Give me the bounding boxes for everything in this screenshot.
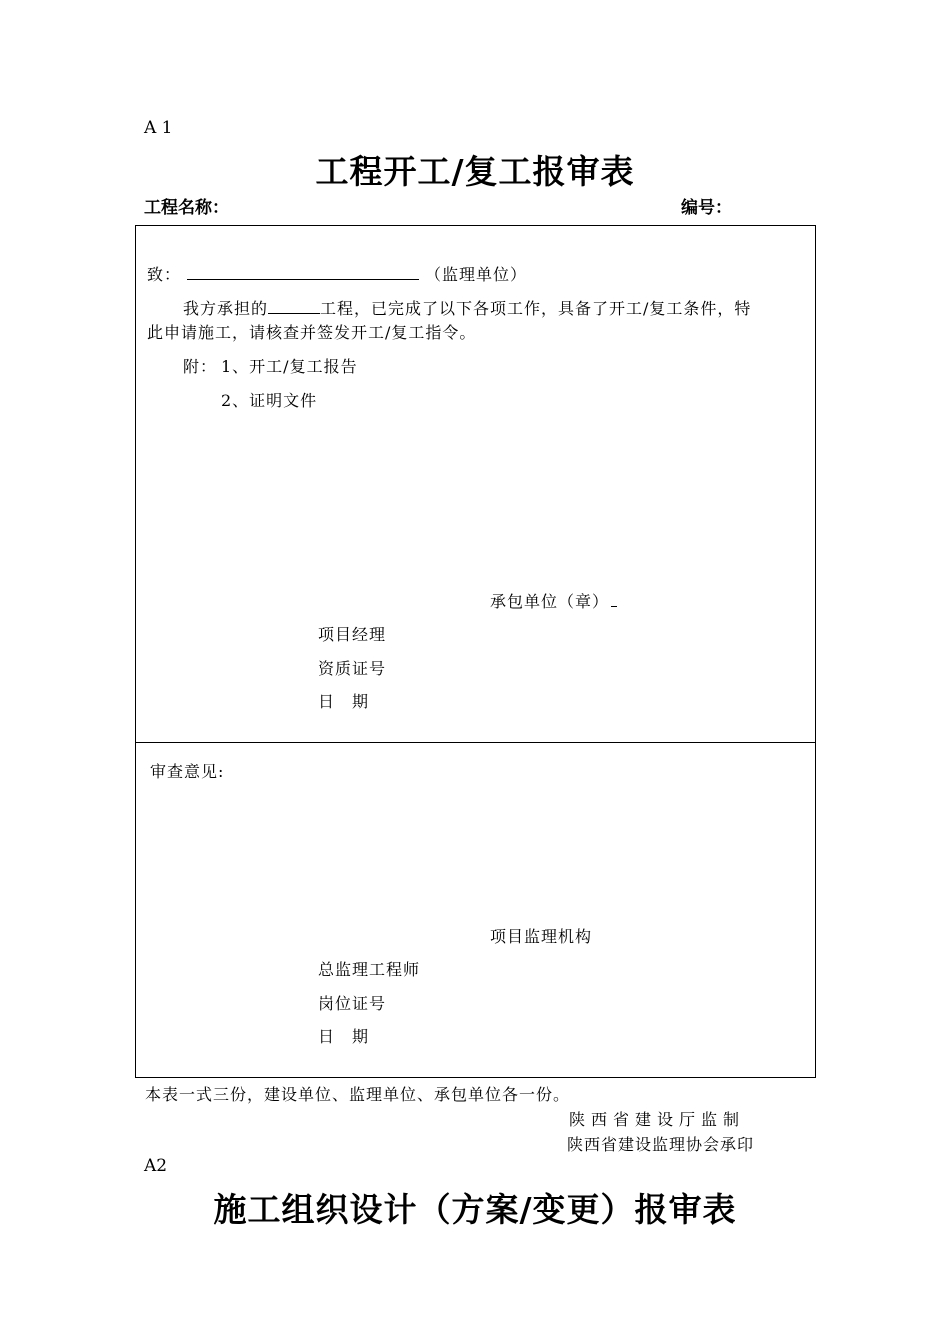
printer-note: 陕西省建设监理协会承印 (567, 1135, 755, 1154)
issuer-note: 陕西省建设厅监制 (569, 1110, 746, 1129)
project-blank[interactable] (268, 313, 320, 314)
supervision-unit-note: （监理单位） (425, 265, 528, 284)
body-line-1 (183, 296, 751, 319)
review-opinion-label: 审查意见: (150, 762, 225, 781)
form-code-a2: A2 (144, 1156, 168, 1176)
to-label: 致： (147, 265, 182, 284)
body-prefix: 我方承担的 (183, 299, 269, 318)
page-title: 工程开工/复工报审表 (315, 152, 635, 191)
body-suffix: 工程，已完成了以下各项工作，具备了开工/复工条件，特 (320, 299, 752, 318)
next-form-title: 施工组织设计（方案/变更）报审表 (213, 1190, 737, 1229)
supervision-org-label: 项目监理机构 (490, 927, 593, 946)
table-divider (135, 742, 815, 743)
copies-note: 本表一式三份，建设单位、监理单位、承包单位各一份。 (145, 1085, 571, 1104)
date-label: 日 期 (318, 692, 370, 711)
qualification-no-label: 资质证号 (318, 659, 387, 678)
contractor-seal-blank[interactable] (611, 606, 617, 607)
date-label-2: 日 期 (318, 1027, 370, 1046)
form-code-a1: A 1 (144, 118, 173, 138)
project-manager-label: 项目经理 (318, 625, 387, 644)
supervision-unit-blank[interactable] (187, 279, 419, 280)
attachments-label: 附： (183, 357, 218, 376)
contractor-seal-line (490, 589, 617, 612)
body-line-2: 此申请施工，请核查并签发开工/复工指令。 (147, 323, 477, 342)
number-label: 编号： (681, 198, 732, 218)
attachment-2: 2、证明文件 (221, 391, 318, 410)
project-name-label: 工程名称： (144, 198, 229, 218)
contractor-seal-label: 承包单位（章） (490, 592, 610, 611)
attachment-1: 1、开工/复工报告 (221, 357, 358, 376)
form-table (135, 225, 816, 1078)
chief-engineer-label: 总监理工程师 (318, 960, 421, 979)
post-cert-no-label: 岗位证号 (318, 994, 387, 1013)
addressee-line (147, 262, 527, 285)
